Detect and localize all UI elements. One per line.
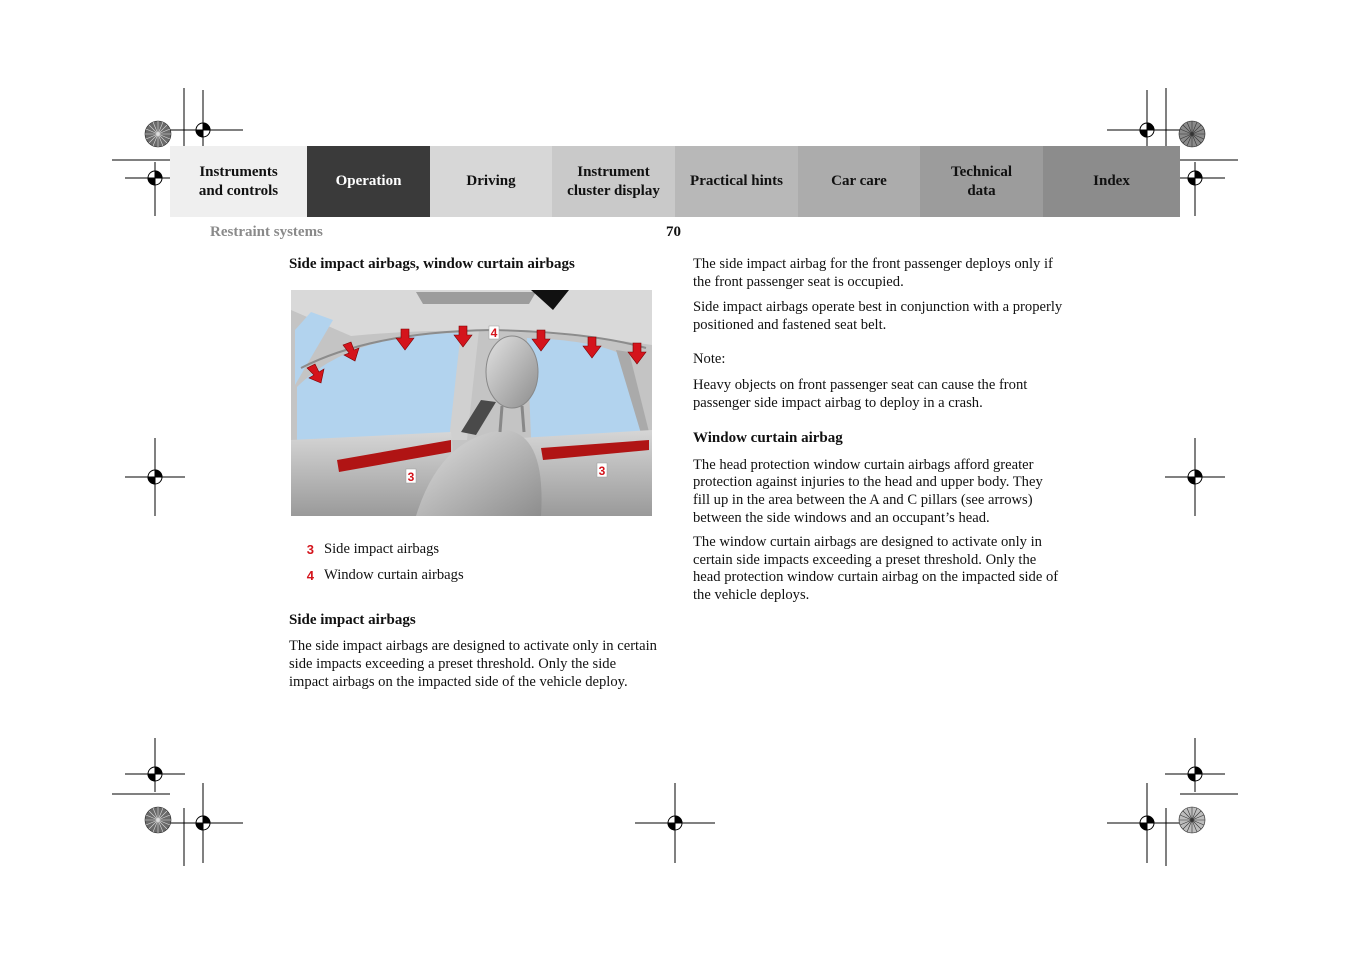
- tab-label: Car care: [831, 173, 887, 189]
- headrest: [486, 336, 538, 408]
- legend-text: Window curtain airbags: [324, 567, 464, 584]
- figure-label-3: 3: [407, 470, 415, 484]
- paragraph: The side impact airbag for the front passenger deploys only if the front passenger seat is occupied.: [693, 256, 1053, 290]
- tab-label: Technical data: [950, 163, 1013, 199]
- legend-number: 4: [306, 568, 314, 584]
- note-label: Note:: [693, 351, 726, 368]
- tab-instrument-cluster-display[interactable]: [552, 146, 675, 217]
- figure-label-3: 3: [598, 464, 606, 478]
- tab-driving[interactable]: [430, 146, 552, 217]
- tab-car-care[interactable]: [798, 146, 920, 217]
- legend-number: 3: [306, 541, 314, 557]
- tab-instruments-and-controls[interactable]: [170, 146, 307, 217]
- tab-label: Driving: [466, 173, 516, 189]
- tab-label: Operation: [335, 173, 402, 189]
- list-item: [289, 541, 659, 559]
- sub-heading: Window curtain airbag: [693, 430, 843, 447]
- page-number: 70: [666, 224, 681, 240]
- section-title: Restraint systems: [210, 224, 323, 240]
- figure-heading: Side impact airbags, window curtain airbags: [289, 256, 575, 272]
- list-item: [289, 567, 659, 585]
- paragraph: Side impact airbags operate best in conjunction with a properly positioned and fastened seat belt.: [693, 299, 1063, 333]
- paragraph: The side impact airbags are designed to activate only in certain side impacts exceeding a preset threshold. Only the side impact airbags on the impacted side of the vehicle deploy.: [289, 638, 657, 690]
- tab-label: Instrument cluster display: [567, 163, 660, 199]
- tab-label: Instruments and controls: [198, 163, 279, 199]
- airbag-illustration: [291, 290, 652, 516]
- legend-text: Side impact airbags: [324, 540, 440, 557]
- paragraph: The head protection window curtain airbags afford greater protection against injuries to the head and upper body. They fill up in the area between the A and C pillars (see arrows) between the side windows and an occupant’s head.: [693, 456, 1043, 526]
- figure-legend: [289, 541, 659, 585]
- right-column: [693, 256, 1063, 605]
- tab-technical-data[interactable]: [920, 146, 1043, 217]
- sub-heading: Side impact airbags: [289, 611, 416, 628]
- note-text: Heavy objects on front passenger seat can cause the front passenger side impact airbag to deploy in a crash.: [693, 376, 1028, 411]
- paragraph: The window curtain airbags are designed to activate only in certain side impacts exceeding a preset threshold. Only the head protection window curtain airbag on the impacted side of the vehicle deploys.: [693, 534, 1059, 603]
- tab-label: Practical hints: [690, 173, 783, 189]
- tab-index[interactable]: [1043, 146, 1180, 217]
- chapter-nav: [170, 146, 1180, 217]
- tab-practical-hints[interactable]: [675, 146, 798, 217]
- figure-label-4: 4: [490, 326, 498, 340]
- tab-operation[interactable]: [307, 146, 430, 217]
- tab-label: Index: [1093, 173, 1130, 189]
